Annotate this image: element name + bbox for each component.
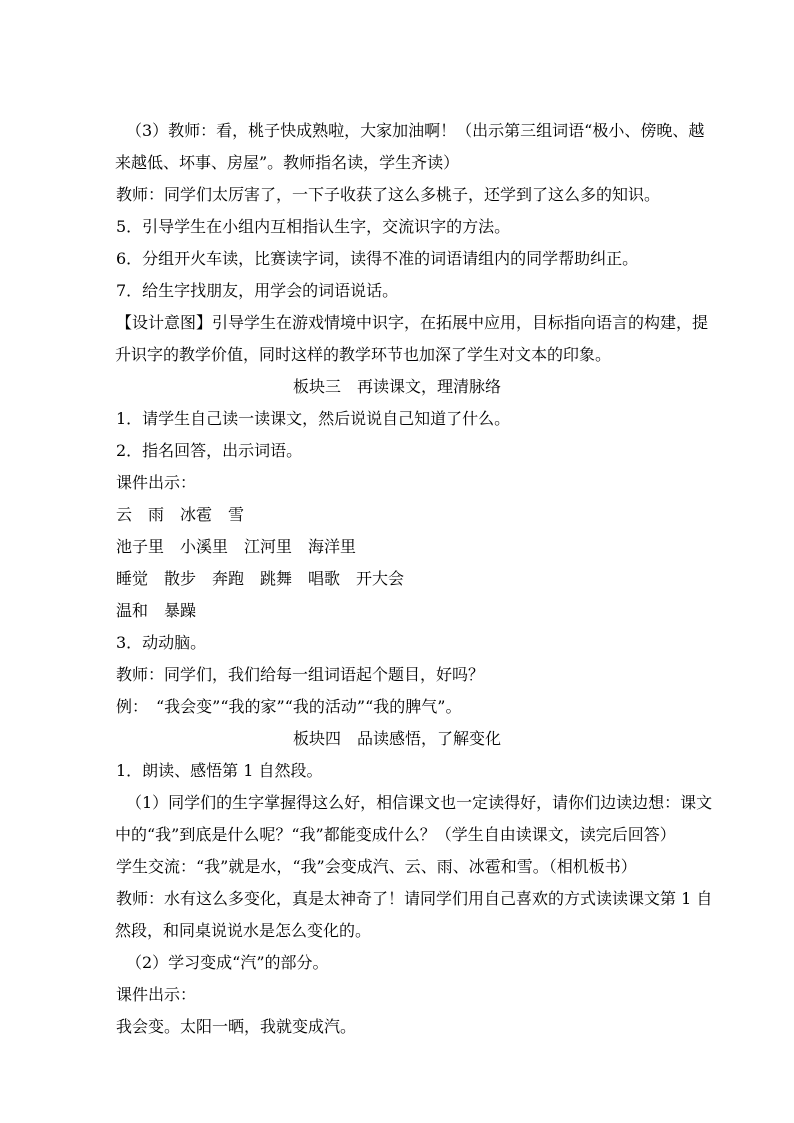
paragraph-line: （2）学习变成“汽”的部分。 [126, 953, 329, 972]
paragraph-line: 教师：同学们太厉害了，一下子收获了这么多桃子，还学到了这么多的知识。 [116, 185, 661, 204]
paragraph-line: 1．请学生自己读一读课文，然后说说自己知道了什么。 [116, 409, 511, 428]
paragraph-line: 3．动动脑。 [116, 633, 207, 652]
word-group-line: 温和 暴躁 [116, 601, 197, 620]
paragraph-line: 升识字的教学价值，同时这样的教学环节也加深了学生对文本的印象。 [115, 345, 612, 364]
section-heading: 板块三 再读课文，理清脉络 [292, 377, 501, 396]
paragraph-line: 学生交流：“我”就是水，“我”会变成汽、云、雨、冰雹和雪。（相机板书） [116, 857, 637, 876]
paragraph-line: 1．朗读、感悟第 1 自然段。 [116, 761, 323, 780]
paragraph-line: 2．指名回答，出示词语。 [116, 441, 303, 460]
paragraph-line: 【设计意图】引导学生在游戏情境中识字，在拓展中应用，目标指向语言的构建，提 [116, 313, 709, 332]
paragraph-line: 来越低、坏事、房屋”。教师指名读，学生齐读） [115, 153, 460, 172]
word-group-line: 睡觉 散步 奔跑 跳舞 唱歌 开大会 [116, 569, 405, 588]
section-heading: 板块四 品读感悟，了解变化 [292, 729, 501, 748]
word-group-line: 池子里 小溪里 江河里 海洋里 [116, 537, 357, 556]
paragraph-line: 例： “我会变”“我的家”“我的活动”“我的脾气”。 [116, 697, 462, 716]
paragraph-line: （1）同学们的生字掌握得这么好，相信课文也一定读得好，请你们边读边想：课文 [126, 793, 713, 812]
paragraph-line: 6．分组开火车读，比赛读字词，读得不准的词语请组内的同学帮助纠正。 [116, 249, 639, 268]
paragraph-line: 7．给生字找朋友，用学会的词语说话。 [116, 281, 399, 300]
paragraph-line: 5．引导学生在小组内互相指认生字，交流识字的方法。 [116, 217, 511, 236]
paragraph-line: 课件出示： [116, 473, 197, 492]
paragraph-line: 课件出示： [116, 985, 197, 1004]
paragraph-line: 中的“我”到底是什么呢？“我”都能变成什么？（学生自由读课文，读完后回答） [115, 825, 676, 844]
paragraph-line: 教师：水有这么多变化，真是太神奇了！请同学们用自己喜欢的方式读读课文第 1 自 [116, 889, 713, 908]
paragraph-line: 教师：同学们，我们给每一组词语起个题目，好吗？ [116, 665, 485, 684]
paragraph-line: 我会变。太阳一晒，我就变成汽。 [116, 1017, 357, 1036]
paragraph-line: （3）教师：看，桃子快成熟啦，大家加油啊！（出示第三组词语“极小、傍晚、越 [126, 121, 705, 140]
word-group-line: 云 雨 冰雹 雪 [116, 505, 245, 524]
paragraph-line: 然段，和同桌说说水是怎么变化的。 [115, 921, 372, 940]
